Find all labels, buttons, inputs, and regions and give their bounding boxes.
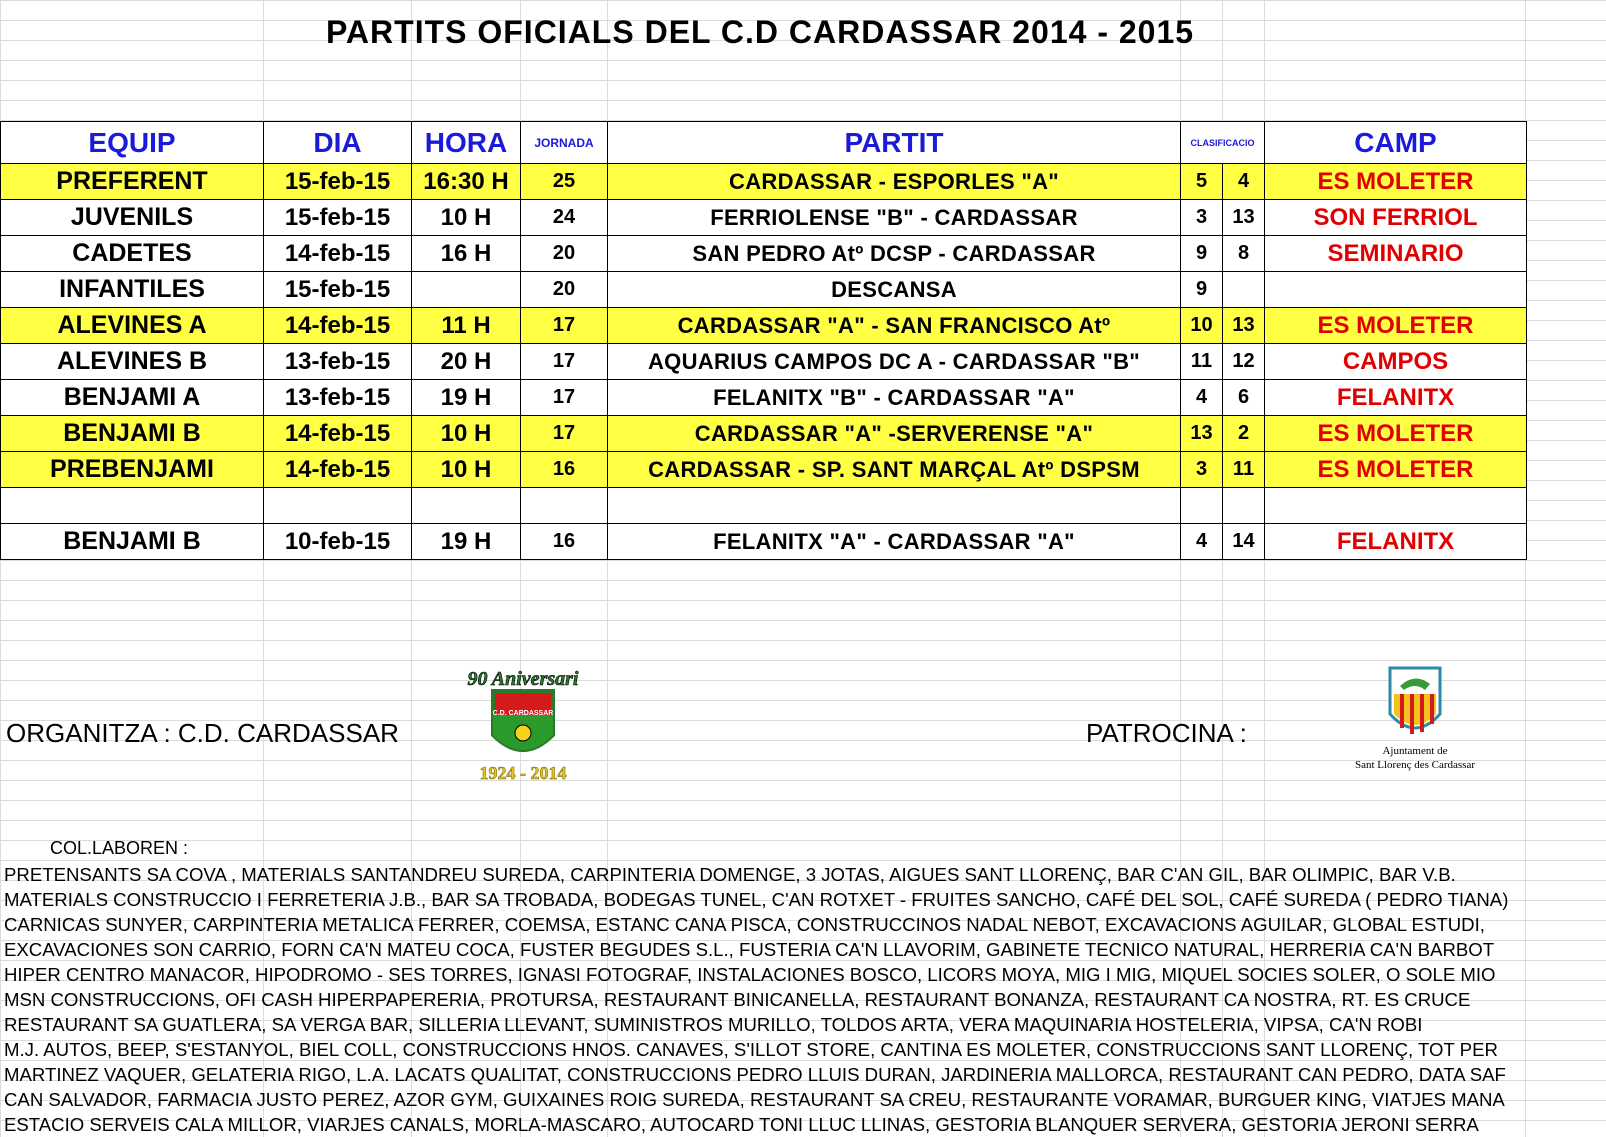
cell-clasificacio-1: 11 bbox=[1181, 344, 1223, 380]
cell-hora: 16:30 H bbox=[412, 164, 521, 200]
col-header-clasificacio: CLASIFICACIO bbox=[1181, 122, 1265, 164]
cell-partit: AQUARIUS CAMPOS DC A - CARDASSAR "B" bbox=[608, 344, 1181, 380]
cell-partit bbox=[608, 488, 1181, 524]
cell-clasificacio-2: 13 bbox=[1223, 200, 1265, 236]
town-council-logo bbox=[1330, 664, 1500, 784]
cell-clasificacio-1: 9 bbox=[1181, 272, 1223, 308]
cell-clasificacio-2 bbox=[1223, 488, 1265, 524]
col-header-hora: HORA bbox=[412, 122, 521, 164]
cell-jornada bbox=[521, 488, 608, 524]
cell-clasificacio-1: 9 bbox=[1181, 236, 1223, 272]
table-header-row bbox=[1, 122, 1527, 164]
cell-dia: 14-feb-15 bbox=[264, 236, 412, 272]
cell-clasificacio-2: 4 bbox=[1223, 164, 1265, 200]
sponsor-line: EXCAVACIONES SON CARRIO, FORN CA'N MATEU COCA, FUSTER BEGUDES S.L., FUSTERIA CA'N LLAVORIM, GABINETE TECNICO NATURAL, HERRERIA CA'N BARBOT bbox=[4, 939, 1495, 960]
cell-dia: 13-feb-15 bbox=[264, 380, 412, 416]
cell-jornada: 24 bbox=[521, 200, 608, 236]
cell-jornada: 20 bbox=[521, 236, 608, 272]
cell-clasificacio-2 bbox=[1223, 272, 1265, 308]
cell-equip: ALEVINES A bbox=[1, 308, 264, 344]
cell-jornada: 17 bbox=[521, 380, 608, 416]
cell-camp: CAMPOS bbox=[1265, 344, 1527, 380]
cell-partit: SAN PEDRO Atº DCSP - CARDASSAR bbox=[608, 236, 1181, 272]
cell-hora: 20 H bbox=[412, 344, 521, 380]
cell-hora: 10 H bbox=[412, 452, 521, 488]
cell-camp: ES MOLETER bbox=[1265, 308, 1527, 344]
cell-clasificacio-2: 11 bbox=[1223, 452, 1265, 488]
sponsor-line: HIPER CENTRO MANACOR, HIPODROMO - SES TORRES, IGNASI FOTOGRAF, INSTALACIONES BOSCO, LICORS MOYA, MIG I MIG, MIQUEL SOCIES SOLER, O SOLE MIO bbox=[4, 964, 1496, 985]
sponsor-label: PATROCINA : bbox=[1086, 718, 1247, 748]
cell-clasificacio-2: 6 bbox=[1223, 380, 1265, 416]
cell-equip: CADETES bbox=[1, 236, 264, 272]
table-row bbox=[1, 344, 1527, 380]
page-title: PARTITS OFICIALS DEL C.D CARDASSAR 2014 - 2015 bbox=[325, 14, 1195, 50]
organizer-label: ORGANITZA : C.D. CARDASSAR bbox=[6, 718, 399, 748]
cell-dia: 14-feb-15 bbox=[264, 308, 412, 344]
cell-clasificacio-2: 12 bbox=[1223, 344, 1265, 380]
cell-jornada: 17 bbox=[521, 344, 608, 380]
col-header-equip: EQUIP bbox=[1, 122, 264, 164]
table-row bbox=[1, 236, 1527, 272]
table-row bbox=[1, 380, 1527, 416]
sponsor-line: M.J. AUTOS, BEEP, S'ESTANYOL, BIEL COLL, CONSTRUCCIONS HNOS. CANAVES, S'ILLOT STORE, CANTINA ES MOLETER, CONSTRUCCIONS SANT LLORENÇ, TOT PER bbox=[4, 1039, 1498, 1060]
cell-partit: FELANITX "A" - CARDASSAR "A" bbox=[608, 524, 1181, 560]
cell-dia: 10-feb-15 bbox=[264, 524, 412, 560]
cell-camp: ES MOLETER bbox=[1265, 416, 1527, 452]
cell-dia: 15-feb-15 bbox=[264, 200, 412, 236]
cell-camp: ES MOLETER bbox=[1265, 452, 1527, 488]
cell-camp bbox=[1265, 488, 1527, 524]
table-row bbox=[1, 452, 1527, 488]
cell-dia: 14-feb-15 bbox=[264, 416, 412, 452]
col-header-partit: PARTIT bbox=[608, 122, 1181, 164]
cell-jornada: 25 bbox=[521, 164, 608, 200]
cell-partit: FERRIOLENSE "B" - CARDASSAR bbox=[608, 200, 1181, 236]
cell-clasificacio-2: 2 bbox=[1223, 416, 1265, 452]
table-row bbox=[1, 272, 1527, 308]
cell-equip bbox=[1, 488, 264, 524]
col-header-jornada: JORNADA bbox=[521, 122, 608, 164]
sponsor-line: RESTAURANT SA GUATLERA, SA VERGA BAR, SILLERIA LLEVANT, SUMINISTROS MURILLO, TOLDOS ARTA, VERA MAQUINARIA HOSTELERIA, VIPSA, CA'N ROBI bbox=[4, 1014, 1423, 1035]
cell-equip: BENJAMI B bbox=[1, 416, 264, 452]
cell-partit: CARDASSAR - SP. SANT MARÇAL Atº DSPSM bbox=[608, 452, 1181, 488]
sponsor-line: CARNICAS SUNYER, CARPINTERIA METALICA FERRER, COEMSA, ESTANC CANA PISCA, CONSTRUCCINOS NADAL NEBOT, EXCAVACIONS AGUILAR, GLOBAL ESTUDI, bbox=[4, 914, 1485, 935]
cell-dia: 13-feb-15 bbox=[264, 344, 412, 380]
cell-clasificacio-1: 10 bbox=[1181, 308, 1223, 344]
sponsor-line: MARTINEZ VAQUER, GELATERIA RIGO, L.A. LACATS QUALITAT, CONSTRUCCIONS PEDRO LLUIS DURAN, JARDINERIA MALLORCA, RESTAURANT CAN PEDRO, DATA SAF bbox=[4, 1064, 1506, 1085]
table-row bbox=[1, 200, 1527, 236]
cell-equip: BENJAMI A bbox=[1, 380, 264, 416]
cell-hora: 10 H bbox=[412, 416, 521, 452]
cell-jornada: 16 bbox=[521, 524, 608, 560]
cell-jornada: 20 bbox=[521, 272, 608, 308]
town-logo-line2: Sant Llorenç des Cardassar bbox=[1354, 759, 1476, 771]
sponsor-line: MATERIALS CONSTRUCCIO I FERRETERIA J.B., BAR SA TROBADA, BODEGAS TUNEL, C'AN ROTXET - FRUITES SANCHO, CAFÉ DEL SOL, CAFÉ SUREDA ( PEDRO TIANA) bbox=[4, 889, 1509, 910]
cell-partit: CARDASSAR "A" - SAN FRANCISCO Atº bbox=[608, 308, 1181, 344]
cell-equip: PREBENJAMI bbox=[1, 452, 264, 488]
cell-dia: 14-feb-15 bbox=[264, 452, 412, 488]
club-anniversary-crest bbox=[438, 665, 608, 785]
cell-equip: BENJAMI B bbox=[1, 524, 264, 560]
cell-camp: SON FERRIOL bbox=[1265, 200, 1527, 236]
collaborators-list bbox=[4, 862, 1606, 1137]
table-row bbox=[1, 164, 1527, 200]
table-row bbox=[1, 524, 1527, 560]
cell-partit: CARDASSAR - ESPORLES "A" bbox=[608, 164, 1181, 200]
table-row bbox=[1, 416, 1527, 452]
cell-clasificacio-1: 4 bbox=[1181, 524, 1223, 560]
sponsor-line: MSN CONSTRUCCIONS, OFI CASH HIPERPAPERERIA, PROTURSA, RESTAURANT BINICANELLA, RESTAURANT BONANZA, RESTAURANT CA NOSTRA, RT. ES CRUCE bbox=[4, 989, 1471, 1010]
cell-dia bbox=[264, 488, 412, 524]
sponsor-line: CAN SALVADOR, FARMACIA JUSTO PEREZ, AZOR GYM, GUIXAINES ROIG SUREDA, RESTAURANT SA CREU, RESTAURANTE VORAMAR, BURGUER KING, VIATJES MANA bbox=[4, 1089, 1505, 1110]
cell-hora bbox=[412, 488, 521, 524]
cell-hora: 19 H bbox=[412, 524, 521, 560]
cell-hora: 16 H bbox=[412, 236, 521, 272]
col-header-camp: CAMP bbox=[1265, 122, 1527, 164]
cell-hora bbox=[412, 272, 521, 308]
cell-dia: 15-feb-15 bbox=[264, 272, 412, 308]
cell-clasificacio-1: 5 bbox=[1181, 164, 1223, 200]
cell-clasificacio-1: 3 bbox=[1181, 200, 1223, 236]
cell-equip: JUVENILS bbox=[1, 200, 264, 236]
crest-years-text: 1924 - 2014 bbox=[479, 763, 567, 783]
cell-clasificacio-1: 13 bbox=[1181, 416, 1223, 452]
col-header-dia: DIA bbox=[264, 122, 412, 164]
cell-hora: 19 H bbox=[412, 380, 521, 416]
cell-clasificacio-1: 4 bbox=[1181, 380, 1223, 416]
cell-jornada: 17 bbox=[521, 308, 608, 344]
cell-partit: FELANITX "B" - CARDASSAR "A" bbox=[608, 380, 1181, 416]
cell-partit: CARDASSAR "A" -SERVERENSE "A" bbox=[608, 416, 1181, 452]
cell-clasificacio-2: 13 bbox=[1223, 308, 1265, 344]
cell-camp: FELANITX bbox=[1265, 380, 1527, 416]
cell-clasificacio-1 bbox=[1181, 488, 1223, 524]
cell-clasificacio-2: 14 bbox=[1223, 524, 1265, 560]
match-schedule-table bbox=[0, 121, 1527, 560]
cell-jornada: 16 bbox=[521, 452, 608, 488]
cell-equip: ALEVINES B bbox=[1, 344, 264, 380]
cell-camp: FELANITX bbox=[1265, 524, 1527, 560]
cell-hora: 11 H bbox=[412, 308, 521, 344]
cell-equip: PREFERENT bbox=[1, 164, 264, 200]
crest-title-text: 90 Aniversari bbox=[467, 668, 579, 690]
cell-jornada: 17 bbox=[521, 416, 608, 452]
crest-badge-text: C.D. CARDASSAR bbox=[492, 710, 554, 717]
cell-hora: 10 H bbox=[412, 200, 521, 236]
sponsor-line: ESTACIO SERVEIS CALA MILLOR, VIARJES CANALS, MORLA-MASCARO, AUTOCARD TONI LLUC LLINAS, GESTORIA BLANQUER SERVERA, GESTORIA JERONI SERRA bbox=[4, 1114, 1479, 1135]
sponsor-line: PRETENSANTS SA COVA , MATERIALS SANTANDREU SUREDA, CARPINTERIA DOMENGE, 3 JOTAS, AIGUES SANT LLORENÇ, BAR C'AN GIL, BAR OLIMPIC, BAR V.B. bbox=[4, 864, 1456, 885]
cell-camp: ES MOLETER bbox=[1265, 164, 1527, 200]
cell-clasificacio-2: 8 bbox=[1223, 236, 1265, 272]
cell-partit: DESCANSA bbox=[608, 272, 1181, 308]
table-row bbox=[1, 308, 1527, 344]
town-logo-line1: Ajuntament de bbox=[1382, 745, 1448, 757]
table-row bbox=[1, 488, 1527, 524]
cell-equip: INFANTILES bbox=[1, 272, 264, 308]
collaborators-title: COL.LABOREN : bbox=[50, 838, 189, 858]
cell-dia: 15-feb-15 bbox=[264, 164, 412, 200]
cell-clasificacio-1: 3 bbox=[1181, 452, 1223, 488]
cell-camp: SEMINARIO bbox=[1265, 236, 1527, 272]
cell-camp bbox=[1265, 272, 1527, 308]
